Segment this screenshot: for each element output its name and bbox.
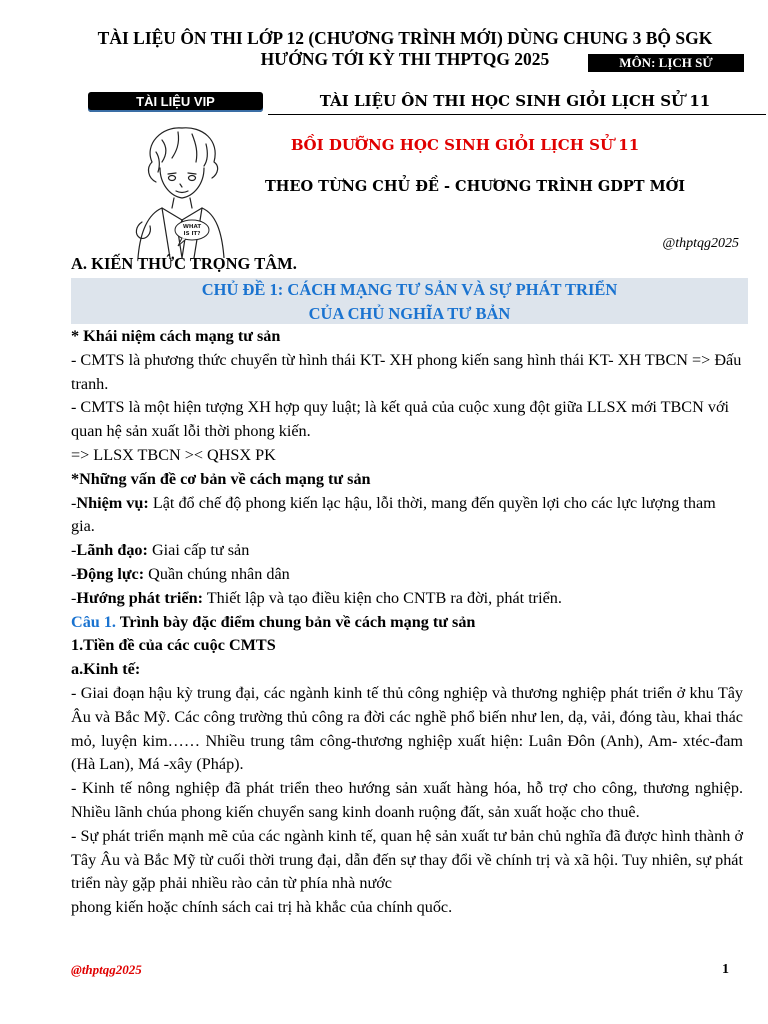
premise-heading: 1.Tiền đề của các cuộc CMTS — [71, 636, 276, 655]
subject-badge: MÔN: LỊCH SỬ — [588, 54, 744, 72]
main-subtitle: THEO TỪNG CHỦ ĐỀ - CHƯƠNG TRÌNH GDPT MỚI — [264, 178, 686, 195]
topic-line2: CỦA CHỦ NGHĨA TƯ BẢN — [308, 303, 511, 323]
question-1 — [71, 611, 743, 635]
concept-heading: * Khái niệm cách mạng tư sản — [71, 327, 281, 345]
vip-badge: TÀI LIỆU VIP — [88, 92, 263, 112]
paragraph: - Kinh tế nông nghiệp đã phát triển theo hướng sản xuất hàng hóa, hỗ trợ cho công, thương nghiệp. Nhiều lãnh chúa phong kiến chuyển sang kinh doanh ruộng đất, sản xuất hoặc cho thuê. — [71, 779, 743, 821]
force-text: Quần chúng nhân dân — [144, 564, 290, 583]
page-number: 1 — [722, 962, 729, 977]
economy-heading: a.Kinh tế: — [71, 660, 141, 679]
direction-item: -Hướng phát triển: Thiết lập và tạo điều kiện cho CNTB ra đời, phát triển. — [71, 588, 562, 607]
question-text: Trình bày đặc điểm chung bản về cách mạng tư sản — [115, 612, 476, 631]
paragraph: - Sự phát triển mạnh mẽ của các ngành kinh tế, quan hệ sản xuất tư bản chủ nghĩa đã được hình thành ở Tây Âu và Bắc Mỹ từ cuối thời trung đại, dẫn đến sự thay đổi về chính trị và xã hội. Tuy nhiên, sự phát triển này gặp phải nhiều rào cản từ phía nhà nước — [71, 826, 743, 893]
task-label: Nhiệm vụ: — [76, 493, 149, 512]
speech-bubble-text-2: IS IT? — [183, 231, 201, 237]
direction-label: Hướng phát triển: — [76, 588, 203, 607]
paragraph: - CMTS là một hiện tượng XH hợp quy luật; là kết quả của cuộc xung đột giữa LLSX mới TBCN với quan hệ sản xuất lỗi thời phong kiến. — [71, 398, 729, 441]
paragraph: - CMTS là phương thức chuyển từ hình thái KT- XH phong kiến sang hình thái KT- XH TBCN => Đấu tranh. — [71, 350, 742, 393]
section-heading: A. KIẾN THỨC TRỌNG TÂM. — [71, 254, 297, 273]
header-subtitle: TÀI LIỆU ÔN THI HỌC SINH GIỎI LỊCH SỬ 11 — [319, 92, 711, 110]
force-item: -Động lực: Quần chúng nhân dân — [71, 564, 290, 583]
header-title-line2: HƯỚNG TỚI KỲ THI THPTQG 2025 — [260, 49, 550, 69]
speech-bubble-text-1: WHAT — [182, 224, 202, 230]
question-label: Câu 1. — [71, 612, 116, 631]
leader-text: Giai cấp tư sản — [147, 541, 250, 560]
issues-heading: *Những vấn đề cơ bản về cách mạng tư sản — [71, 469, 371, 488]
header-divider — [268, 114, 766, 115]
paragraph: phong kiến hoặc chính sách cai trị hà khắc của chính quốc. — [71, 898, 453, 917]
main-title: BỒI DƯỠNG HỌC SINH GIỎI LỊCH SỬ 11 — [290, 136, 640, 154]
header-title-line1: TÀI LIỆU ÔN THI LỚP 12 (CHƯƠNG TRÌNH MỚI) DÙNG CHUNG 3 BỘ SGK — [97, 28, 713, 48]
leader-label: Lãnh đạo: — [76, 541, 148, 560]
direction-text: Thiết lập và tạo điều kiện cho CNTB ra đời, phát triển. — [203, 588, 562, 607]
document-body — [71, 325, 743, 920]
topic-line1: CHỦ ĐỀ 1: CÁCH MẠNG TƯ SẢN VÀ SỰ PHÁT TRIỂN — [201, 280, 618, 299]
task-item: -Nhiệm vụ: Lật đổ chế độ phong kiến lạc hậu, lỗi thời, mang đến quyền lợi cho các lực lượng tham gia. — [71, 493, 716, 536]
author-handle: @thptqg2025 — [662, 236, 739, 251]
footer-handle: @thptqg2025 — [71, 962, 142, 977]
paragraph: => LLSX TBCN >< QHSX PK — [71, 445, 276, 464]
topic-box — [71, 278, 748, 324]
paragraph: - Giai đoạn hậu kỳ trung đại, các ngành kinh tế thủ công nghiệp và thương nghiệp phát triển ở khu Tây Âu và Bắc Mỹ. Các công trường thủ công ra đời các nghề phổ biến như len, dạ, vải, đóng tàu, khai thác mỏ, luyện kim…… Nhiều trung tâm công-thương nghiệp xuất hiện: Luân Đôn (Anh), Am- xtéc-đam (Hà Lan), Má -xây (Pháp). — [71, 683, 743, 774]
leader-item: -Lãnh đạo: Giai cấp tư sản — [71, 541, 250, 560]
force-label: Động lực: — [76, 564, 145, 583]
anime-boy-illustration — [122, 122, 240, 258]
task-text: Lật đổ chế độ phong kiến lạc hậu, lỗi thời, mang đến quyền lợi cho các lực lượng tham gia. — [71, 493, 716, 536]
